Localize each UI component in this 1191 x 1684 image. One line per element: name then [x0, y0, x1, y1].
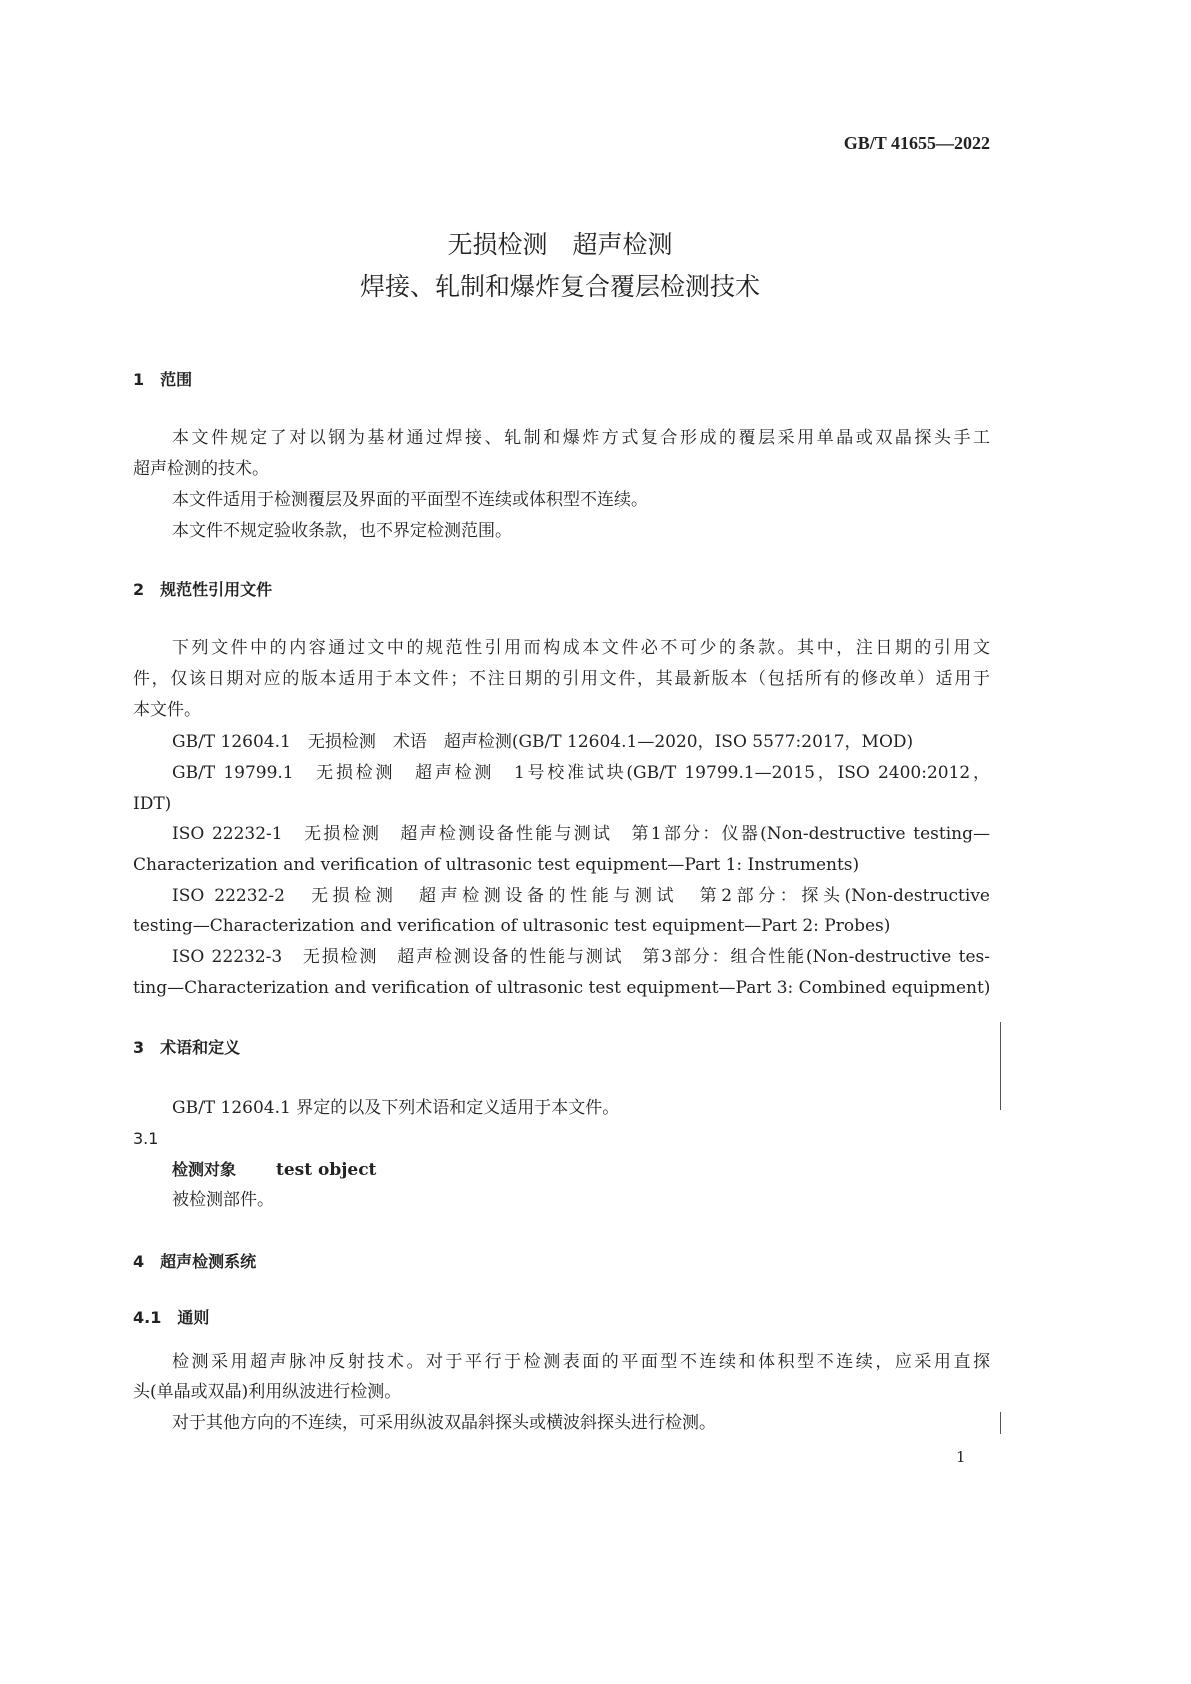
paragraph-line: 本文件规定了对以钢为基材通过焊接、轧制和爆炸方式复合形成的覆层采用单晶或双晶探头手工 [172, 428, 990, 448]
reference-line: testing—Characterization and verification of ultrasonic test equipment—Part 2: Probes) [133, 916, 891, 936]
reference-line: ting—Characterization and verification of ultrasonic test equipment—Part 3: Combined equipment) [133, 978, 991, 998]
title-line-1: 无损检测 超声检测 [447, 230, 673, 259]
section-3-heading: 3 术语和定义 [133, 1038, 241, 1057]
paragraph-line: 超声检测的技术。 [133, 459, 269, 479]
reference-line: Characterization and verification of ultrasonic test equipment—Part 1: Instruments) [133, 855, 860, 875]
reference-line: ISO 22232-2 无损检测 超声检测设备的性能与测试 第2部分：探头(Non-destructive [172, 886, 990, 906]
paragraph-line: GB/T 12604.1 界定的以及下列术语和定义适用于本文件。 [172, 1098, 620, 1118]
paragraph-line: 对于其他方向的不连续，可采用纵波双晶斜探头或横波斜探头进行检测。 [172, 1413, 716, 1433]
section-4-heading: 4 超声检测系统 [133, 1252, 257, 1271]
reference-line: GB/T 12604.1 无损检测 术语 超声检测(GB/T 12604.1—2020，ISO 5577:2017，MOD) [172, 732, 914, 752]
change-bar [1000, 1022, 1001, 1110]
term-english: test object [276, 1160, 377, 1180]
page-number: 1 [956, 1448, 966, 1466]
paragraph-line: 本文件适用于检测覆层及界面的平面型不连续或体积型不连续。 [172, 490, 648, 510]
paragraph-line: 本文件。 [133, 700, 201, 720]
paragraph-line: 头(单晶或双晶)利用纵波进行检测。 [133, 1382, 402, 1402]
reference-line: IDT) [133, 794, 172, 814]
title-line-2: 焊接、轧制和爆炸复合覆层检测技术 [359, 272, 760, 301]
term-definition: 被检测部件。 [172, 1190, 274, 1210]
change-bar [1000, 1412, 1001, 1434]
paragraph-line: 件，仅该日期对应的版本适用于本文件；不注日期的引用文件，其最新版本（包括所有的修改单）适用于 [133, 669, 990, 689]
subsection-4-1-heading: 4.1 通则 [133, 1308, 210, 1327]
reference-line: ISO 22232-1 无损检测 超声检测设备性能与测试 第1部分：仪器(Non-destructive testing— [172, 824, 990, 844]
paragraph-line: 下列文件中的内容通过文中的规范性引用而构成本文件必不可少的条款。其中，注日期的引用文 [172, 638, 990, 658]
paragraph-line: 检测采用超声脉冲反射技术。对于平行于检测表面的平面型不连续和体积型不连续，应采用直探 [172, 1352, 990, 1372]
section-1-heading: 1 范围 [133, 370, 193, 389]
paragraph-line: 本文件不规定验收条款，也不界定检测范围。 [172, 521, 512, 541]
term-number: 3.1 [133, 1129, 159, 1148]
reference-line: GB/T 19799.1 无损检测 超声检测 1号校准试块(GB/T 19799.1—2015，ISO 2400:2012， [172, 763, 990, 783]
document-number: GB/T 41655—2022 [843, 133, 990, 153]
term-chinese: 检测对象 [172, 1160, 237, 1179]
reference-line: ISO 22232-3 无损检测 超声检测设备的性能与测试 第3部分：组合性能(Non-destructive tes- [172, 947, 990, 967]
section-2-heading: 2 规范性引用文件 [133, 580, 273, 599]
